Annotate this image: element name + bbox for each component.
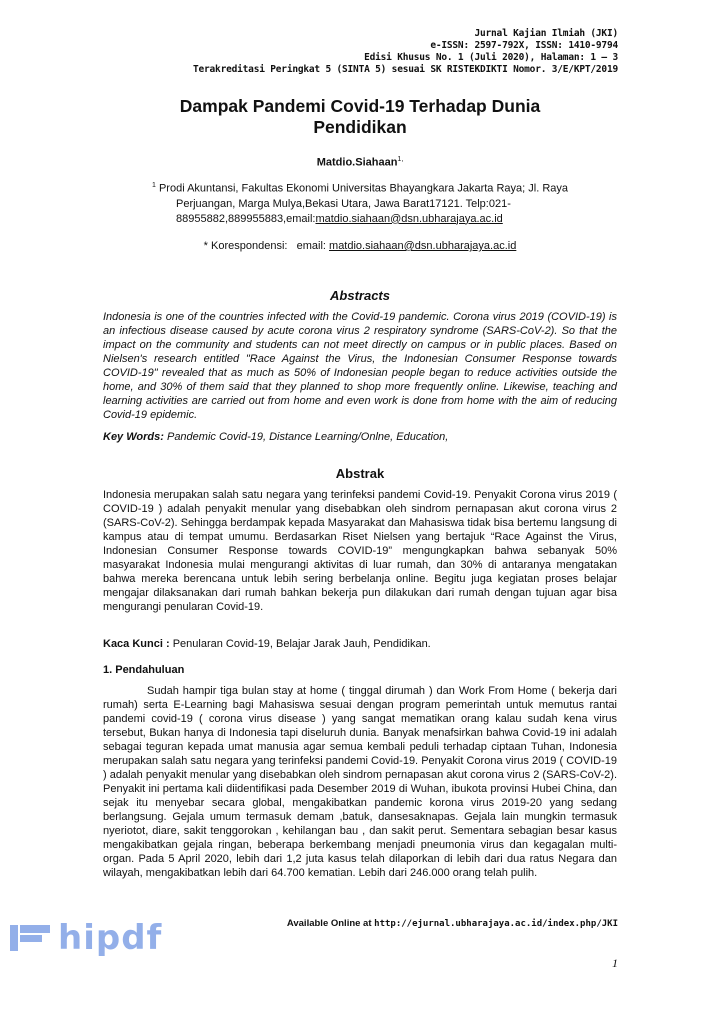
correspondence — [0, 240, 720, 252]
page-number: 1 — [612, 956, 618, 970]
section-heading-pendahuluan: 1. Pendahuluan — [103, 664, 185, 676]
kata-kunci-label: Kaca Kunci : — [103, 638, 170, 650]
journal-header — [193, 28, 618, 76]
affiliation-line3: 88955882,889955883,email: — [176, 212, 316, 225]
author-name: Matdio.Siahaan — [316, 156, 398, 169]
correspondence-email-link[interactable]: matdio.siahaan@dsn.ubharajaya.ac.id — [329, 240, 517, 252]
affiliation-email-link[interactable]: matdio.siahaan@dsn.ubharajaya.ac.id — [315, 212, 503, 225]
section-body-pendahuluan: Sudah hampir tiga bulan stay at home ( tinggal dirumah ) dan Work From Home ( bekerja dari rumah) serta E-Learning bagi Mahasiswa sesuai dengan program pemerintah untuk memutus rantai pandemi covid-19 ( corona virus disease ) yang sangat mematikan orang kalau sudah kena virus tersebut, Bukan hanya di Indonesia tapi diseluruh dunia. Banyak menafsirkan bahwa Covid-19 ini adalah sebagai teguran kepada umat manusia agar semua kembali peduli terhadap ciptaan Tuhan, Indonesia merupakan salah satu negara yang terinfeksi pandemi Covid-19. Penyakit Corona virus 2019 ( COVID-19 ) adalah penyakit menular yang disebabkan oleh sindrom pernapasan akut corona virus 2 (SARS-CoV-2). Penyakit ini pertama kali diidentifikasi pada Desember 2019 di Wuhan, ibukota provinsi Hubei China, dan sejak itu menyebar secara global, mengakibatkan pandemic korona virus 2019-20 yang sedang berlangsung. Gejala umum termasuk demam ,batuk, dansesaknapas. Gejala lain mungkin termasuk nyeriotot, diare, sakit tenggorokan , kehilangan bau , dan sakit perut. Sementara sebagian besar kasus mengakibatkan gejala ringan, beberapa berkembang menjadi pneumonia virus dan kegagalan multi-organ. Pada 5 April 2020, lebih dari 1,2 juta kasus telah dilaporkan di lebih dari dua ratus Negara dan wilayah, mengakibatkan lebih dari 64.700 kematian. Lebih dari 246.000 orang telah pulih. — [103, 685, 617, 879]
author-line — [0, 156, 720, 169]
journal-name: Jurnal Kajian Ilmiah (JKI) — [474, 28, 618, 39]
paper-title: Dampak Pandemi Covid-19 Terhadap Dunia Pendidikan — [179, 96, 541, 137]
abstract-id-heading: Abstrak — [335, 466, 385, 481]
hipdf-watermark-text: hipdf — [58, 918, 163, 958]
affiliation-sup: 1 — [152, 182, 156, 189]
keywords-value: Pandemic Covid-19, Distance Learning/Onlne, Education, — [163, 431, 449, 443]
correspondence-label: * Korespondensi: email: — [203, 240, 330, 252]
footer-availability — [287, 918, 618, 929]
footer-label: Available Online at — [286, 918, 375, 929]
kata-kunci-value: Penularan Covid-19, Belajar Jarak Jauh, Pendidikan. — [169, 638, 431, 650]
abstract-en-text: Indonesia is one of the countries infected with the Covid-19 pandemic. Corona virus 2019 (COVID-19) is an infectious disease caused by acute corona virus 2 respiratory syndrome (SARS-CoV-2). So that the impact on the community and students can not meet directly on campus or in public places. Based on Nielsen's research entitled "Race Against the Virus, the Indonesian Consumer Response towards COVID-19" revealed that as much as 50% of Indonesian people began to reduce activities outside the home, and 30% of them said that they planned to shop more frequently online. Likewise, teaching and learning activities are carried out from home and even work is done from home with the aim of reducing Covid-19 epidemic. — [103, 311, 617, 421]
journal-edition: Edisi Khusus No. 1 (Juli 2020), Halaman: 1 – 3 — [364, 52, 618, 63]
journal-issn: e-ISSN: 2597-792X, ISSN: 1410-9794 — [430, 40, 618, 51]
hipdf-logo-icon — [10, 923, 52, 953]
abstract-en-heading: Abstracts — [330, 288, 390, 303]
affiliation-line1: Prodi Akuntansi, Fakultas Ekonomi Universitas Bhayangkara Jakarta Raya; Jl. Raya — [158, 182, 568, 195]
abstract-en-keywords — [103, 430, 617, 444]
affiliation-line2: Perjuangan, Marga Mulya,Bekasi Utara, Jawa Barat17121. Telp:021- — [176, 197, 511, 210]
abstract-id-keywords — [103, 637, 617, 651]
author-sup: 1, — [397, 156, 404, 163]
abstract-id-text: Indonesia merupakan salah satu negara yang terinfeksi pandemi Covid-19. Penyakit Corona virus 2019 ( COVID-19 ) adalah penyakit menular yang disebabkan oleh sindrom pernapasan akut corona virus 2 (SARS-CoV-2). Sehingga berdampak kepada Masyarakat dan Mahasiswa tidak bisa bertemu langsung di kampus atau di tempat umumu. Berdasarkan Riset Nielsen yang bertajuk “Race Against the Virus, Indonesian Consumer Response towards COVID-19” mengungkapkan bahwa sebanyak 50% masyarakat Indonesia mulai mengurangi aktivitas di luar rumah, dan 30% di antaranya mengatakan bahwa mereka berencana untuk lebih sering berbelanja online. Begitu juga kegiatan proses belajar mengajar dilaksanakan dari rumah bahkan bekerja pun dilakukan dari rumah dengan tujuan agar bisa mengurangi penularan Covid-19. — [103, 489, 617, 613]
keywords-label: Key Words: — [103, 431, 164, 443]
journal-accreditation: Terakreditasi Peringkat 5 (SINTA 5) sesuai SK RISTEKDIKTI Nomor. 3/E/KPT/2019 — [192, 64, 618, 75]
footer-url-link[interactable]: http://ejurnal.ubharajaya.ac.id/index.php/JKI — [374, 919, 618, 929]
affiliation — [152, 178, 622, 227]
hipdf-watermark — [10, 918, 162, 958]
